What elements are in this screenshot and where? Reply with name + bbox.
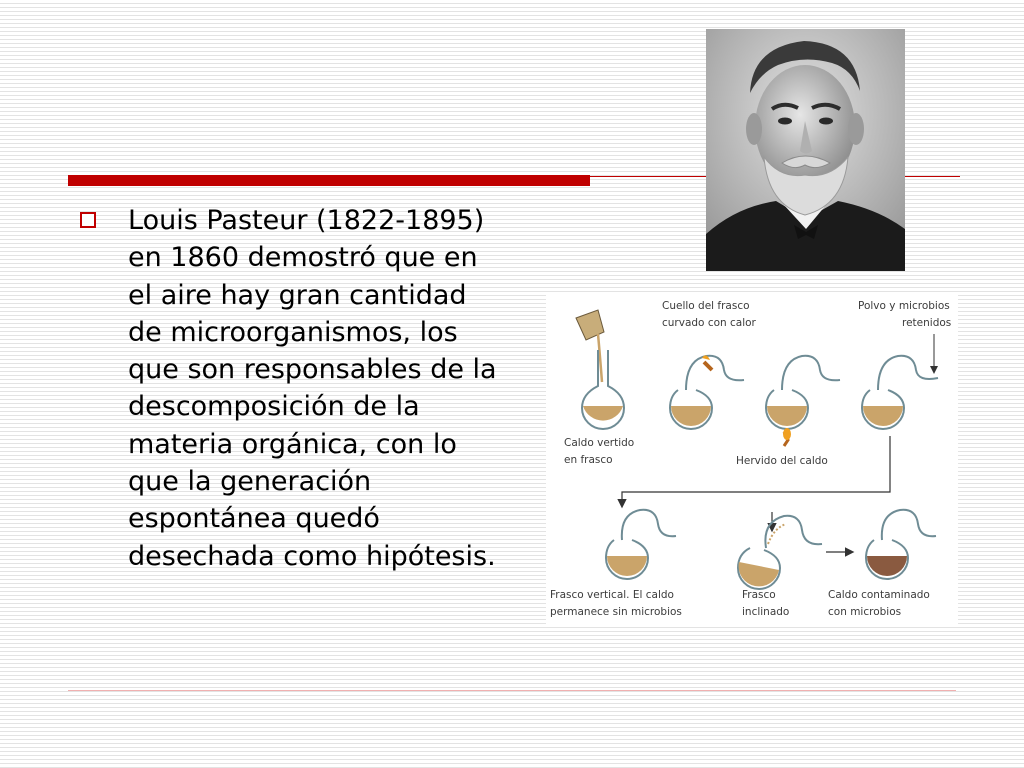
label-dust-line2: retenidos [902, 317, 952, 329]
pasteur-experiment-diagram [546, 294, 958, 624]
flask-contaminated [866, 510, 936, 579]
flask-heated-neck [670, 355, 744, 429]
label-neck-line2: curvado con calor [662, 317, 756, 329]
flask-boiled [766, 356, 840, 446]
label-vertical-line1: Frasco vertical. El caldo [550, 589, 674, 601]
bullet-text: Louis Pasteur (1822-1895) en 1860 demostró que en el aire hay gran cantidad de microorganismos, los que son responsables de la descomposición de la materia orgánica, con lo que la generación espontánea quedó desechada como hipótesis. [128, 205, 497, 572]
portrait-photo [706, 29, 905, 271]
flask-vertical [606, 510, 676, 579]
label-dust-line1: Polvo y microbios [858, 300, 950, 312]
label-neck-line1: Cuello del frasco [662, 300, 750, 312]
label-contaminated-line1: Caldo contaminado [828, 589, 930, 601]
bullet-square-icon [80, 212, 96, 228]
label-poured-line1: Caldo vertido [564, 437, 635, 449]
flask-dust-retained [862, 334, 938, 429]
footer-line [68, 690, 956, 691]
label-tilted-line1: Frasco [742, 589, 776, 601]
label-vertical-line2: permanece sin microbios [550, 606, 682, 618]
title-accent-bar [68, 175, 590, 186]
flask-straight [582, 350, 624, 429]
label-boiled: Hervido del caldo [736, 455, 828, 467]
label-contaminated-line2: con microbios [828, 606, 902, 618]
label-poured-line2: en frasco [564, 454, 613, 466]
pitcher-icon [576, 310, 604, 382]
flask-tilted [738, 516, 822, 589]
label-tilted-line2: inclinado [742, 606, 790, 618]
diagram-svg [546, 294, 958, 624]
portrait-illustration [706, 29, 905, 271]
flow-arrows [622, 436, 890, 552]
